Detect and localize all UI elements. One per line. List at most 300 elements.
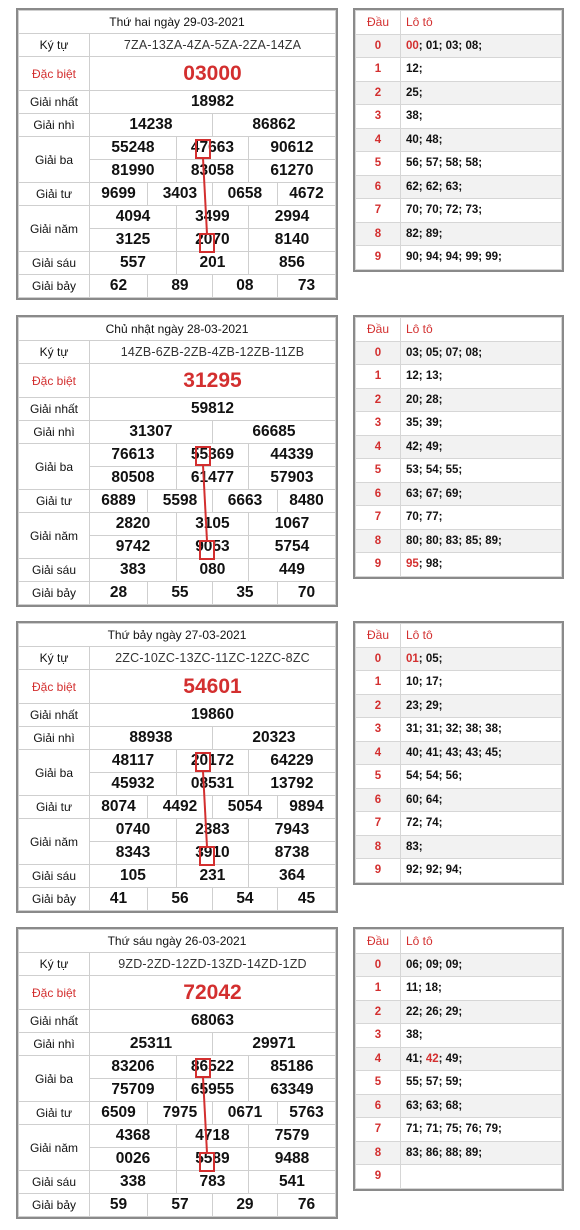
- loto-row: [356, 175, 562, 199]
- loto-cell: [401, 81, 562, 105]
- loto-table: [353, 927, 564, 1191]
- dau-digit: 5: [356, 459, 401, 483]
- first-prize: 18982: [90, 91, 336, 114]
- dau-digit: 3: [356, 1024, 401, 1048]
- loto-values: 63; 63; 68;: [406, 1099, 463, 1112]
- draw-title: Thứ sáu ngày 26-03-2021: [19, 930, 336, 953]
- fifth-prize: 2070: [176, 229, 248, 252]
- label-tu: Giải tư: [19, 490, 90, 513]
- fourth-prize: 9699: [90, 183, 148, 206]
- label-ky-tu: Ký tự: [19, 647, 90, 670]
- loto-cell: [401, 977, 562, 1001]
- loto-values: 80; 80; 83; 85; 89;: [406, 534, 502, 547]
- loto-row: [356, 34, 562, 58]
- special-prize: 72042: [90, 976, 336, 1010]
- sixth-prize: 080: [176, 559, 248, 582]
- header-dau: Đầu: [356, 624, 401, 648]
- loto-values: 10; 17;: [406, 676, 443, 689]
- dau-digit: 1: [356, 671, 401, 695]
- third-prize: 47663: [176, 137, 248, 160]
- loto-values: 83; 86; 88; 89;: [406, 1146, 483, 1159]
- fifth-prize: 3125: [90, 229, 177, 252]
- loto-values: 06; 09; 09;: [406, 958, 463, 971]
- loto-cell: [401, 128, 562, 152]
- loto-row: [356, 222, 562, 246]
- loto-row: [356, 128, 562, 152]
- prize-table: [16, 621, 338, 913]
- loto-row: [356, 199, 562, 223]
- first-prize: 59812: [90, 398, 336, 421]
- label-nam: Giải năm: [19, 206, 90, 252]
- special-prize: 54601: [90, 670, 336, 704]
- loto-values: 90; 94; 94; 99; 99;: [406, 251, 502, 264]
- loto-row: [356, 459, 562, 483]
- loto-cell: [401, 765, 562, 789]
- draw-title: Thứ bảy ngày 27-03-2021: [19, 624, 336, 647]
- loto-cell: [401, 152, 562, 176]
- fifth-prize: 3499: [176, 206, 248, 229]
- dau-digit: 8: [356, 835, 401, 859]
- result-block: [0, 315, 580, 608]
- fifth-prize: 0740: [90, 819, 177, 842]
- label-nhi: Giải nhì: [19, 114, 90, 137]
- loto-row: [356, 977, 562, 1001]
- loto-row: [356, 812, 562, 836]
- label-bay: Giải bảy: [19, 582, 90, 605]
- loto-cell: [401, 1047, 562, 1071]
- label-tu: Giải tư: [19, 796, 90, 819]
- loto-cell: [401, 835, 562, 859]
- dau-digit: 9: [356, 246, 401, 270]
- loto-row: [356, 859, 562, 883]
- loto-cell: [401, 953, 562, 977]
- fourth-prize: 6509: [90, 1102, 148, 1125]
- special-prize: 31295: [90, 364, 336, 398]
- seventh-prize: 08: [212, 275, 277, 298]
- loto-cell: [401, 246, 562, 270]
- header-loto: Lô tô: [401, 318, 562, 342]
- first-prize: 19860: [90, 704, 336, 727]
- third-prize: 86522: [176, 1056, 248, 1079]
- fourth-prize: 5054: [212, 796, 277, 819]
- label-nam: Giải năm: [19, 819, 90, 865]
- sixth-prize: 364: [248, 865, 335, 888]
- label-nhat: Giải nhất: [19, 1010, 90, 1033]
- header-loto: Lô tô: [401, 624, 562, 648]
- second-prize: 66685: [212, 421, 335, 444]
- label-bay: Giải bảy: [19, 275, 90, 298]
- loto-values: 23; 29;: [406, 699, 443, 712]
- loto-values: 12;: [406, 63, 423, 76]
- seventh-prize: 76: [277, 1194, 335, 1217]
- loto-row: [356, 1024, 562, 1048]
- fourth-prize: 5598: [147, 490, 212, 513]
- loto-values: 11; 18;: [406, 982, 442, 995]
- loto-values: 54; 54; 56;: [406, 770, 463, 783]
- loto-row: [356, 671, 562, 695]
- loto-row: [356, 1165, 562, 1189]
- dau-digit: 0: [356, 953, 401, 977]
- fifth-prize: 5754: [248, 536, 335, 559]
- loto-values: 71; 71; 75; 76; 79;: [406, 1123, 502, 1136]
- loto-cell: [401, 647, 562, 671]
- fourth-prize: 5763: [277, 1102, 335, 1125]
- third-prize: 45932: [90, 773, 177, 796]
- loto-row: [356, 1047, 562, 1071]
- fifth-prize: 7579: [248, 1125, 335, 1148]
- second-prize: 20323: [212, 727, 335, 750]
- dau-digit: 5: [356, 765, 401, 789]
- loto-row: [356, 741, 562, 765]
- loto-row: [356, 1071, 562, 1095]
- dau-digit: 7: [356, 1118, 401, 1142]
- label-sau: Giải sáu: [19, 1171, 90, 1194]
- label-ky-tu: Ký tự: [19, 341, 90, 364]
- loto-values: 92; 92; 94;: [406, 864, 463, 877]
- loto-highlight: 42: [425, 1052, 439, 1065]
- loto-cell: [401, 1141, 562, 1165]
- fifth-prize: 0026: [90, 1148, 177, 1171]
- dau-digit: 4: [356, 1047, 401, 1071]
- seventh-prize: 55: [147, 582, 212, 605]
- seventh-prize: 29: [212, 1194, 277, 1217]
- label-ky-tu: Ký tự: [19, 953, 90, 976]
- header-loto: Lô tô: [401, 11, 562, 35]
- seventh-prize: 35: [212, 582, 277, 605]
- label-tu: Giải tư: [19, 183, 90, 206]
- loto-cell: [401, 105, 562, 129]
- loto-table: [353, 315, 564, 579]
- fifth-prize: 4718: [176, 1125, 248, 1148]
- sixth-prize: 105: [90, 865, 177, 888]
- loto-cell: [401, 1118, 562, 1142]
- loto-cell: [401, 412, 562, 436]
- fourth-prize: 7975: [147, 1102, 212, 1125]
- label-nhi: Giải nhì: [19, 421, 90, 444]
- third-prize: 64229: [248, 750, 335, 773]
- loto-highlight: 01: [406, 652, 419, 665]
- fifth-prize: 1067: [248, 513, 335, 536]
- third-prize: 75709: [90, 1079, 177, 1102]
- loto-values: ; 01; 03; 08;: [418, 39, 483, 52]
- loto-values: 38;: [406, 1029, 423, 1042]
- sixth-prize: 338: [90, 1171, 177, 1194]
- fifth-prize: 3910: [176, 842, 248, 865]
- fifth-prize: 2383: [176, 819, 248, 842]
- fourth-prize: 6663: [212, 490, 277, 513]
- third-prize: 65955: [176, 1079, 248, 1102]
- prize-table: [16, 315, 338, 607]
- label-nhi: Giải nhì: [19, 1033, 90, 1056]
- special-prize: 03000: [90, 57, 336, 91]
- fifth-prize: 9488: [248, 1148, 335, 1171]
- label-ba: Giải ba: [19, 137, 90, 183]
- loto-row: [356, 246, 562, 270]
- dau-digit: 4: [356, 435, 401, 459]
- dau-digit: 7: [356, 506, 401, 530]
- label-ky-tu: Ký tự: [19, 34, 90, 57]
- header-dau: Đầu: [356, 930, 401, 954]
- seventh-prize: 28: [90, 582, 148, 605]
- fourth-prize: 8074: [90, 796, 148, 819]
- loto-values: 03; 05; 07; 08;: [406, 346, 483, 359]
- second-prize: 31307: [90, 421, 213, 444]
- seventh-prize: 54: [212, 888, 277, 911]
- loto-row: [356, 529, 562, 553]
- label-ba: Giải ba: [19, 444, 90, 490]
- dau-digit: 3: [356, 718, 401, 742]
- label-dac-biet: Đặc biệt: [19, 670, 90, 704]
- label-nam: Giải năm: [19, 1125, 90, 1171]
- label-sau: Giải sáu: [19, 865, 90, 888]
- fifth-prize: 8738: [248, 842, 335, 865]
- fourth-prize: 0671: [212, 1102, 277, 1125]
- label-nhi: Giải nhì: [19, 727, 90, 750]
- dau-digit: 2: [356, 694, 401, 718]
- fifth-prize: 5589: [176, 1148, 248, 1171]
- loto-row: [356, 1000, 562, 1024]
- fourth-prize: 4492: [147, 796, 212, 819]
- loto-cell: [401, 459, 562, 483]
- dau-digit: 1: [356, 365, 401, 389]
- loto-values: 55; 57; 59;: [406, 1076, 463, 1089]
- draw-title: Thứ hai ngày 29-03-2021: [19, 11, 336, 34]
- loto-table: [353, 621, 564, 885]
- label-nam: Giải năm: [19, 513, 90, 559]
- label-ba: Giải ba: [19, 750, 90, 796]
- seventh-prize: 57: [147, 1194, 212, 1217]
- loto-cell: [401, 694, 562, 718]
- loto-values: 40; 48;: [406, 133, 443, 146]
- dau-digit: 6: [356, 175, 401, 199]
- third-prize: 63349: [248, 1079, 335, 1102]
- loto-row: [356, 647, 562, 671]
- second-prize: 86862: [212, 114, 335, 137]
- dau-digit: 2: [356, 1000, 401, 1024]
- loto-values: 72; 74;: [406, 817, 443, 830]
- loto-cell: [401, 506, 562, 530]
- loto-cell: [401, 199, 562, 223]
- loto-values: 31; 31; 32; 38; 38;: [406, 723, 502, 736]
- dau-digit: 6: [356, 482, 401, 506]
- loto-row: [356, 506, 562, 530]
- loto-row: [356, 58, 562, 82]
- loto-values: 60; 64;: [406, 793, 443, 806]
- third-prize: 55369: [176, 444, 248, 467]
- loto-values: 25;: [406, 86, 423, 99]
- dau-digit: 0: [356, 341, 401, 365]
- third-prize: 85186: [248, 1056, 335, 1079]
- dau-digit: 0: [356, 647, 401, 671]
- loto-row: [356, 835, 562, 859]
- third-prize: 90612: [248, 137, 335, 160]
- third-prize: 76613: [90, 444, 177, 467]
- second-prize: 88938: [90, 727, 213, 750]
- label-sau: Giải sáu: [19, 559, 90, 582]
- loto-cell: [401, 1000, 562, 1024]
- second-prize: 29971: [212, 1033, 335, 1056]
- loto-row: [356, 482, 562, 506]
- loto-row: [356, 388, 562, 412]
- loto-values: 20; 28;: [406, 393, 443, 406]
- loto-cell: [401, 1165, 562, 1189]
- seventh-prize: 89: [147, 275, 212, 298]
- first-prize: 68063: [90, 1010, 336, 1033]
- loto-cell: [401, 553, 562, 577]
- loto-values: 42; 49;: [406, 440, 443, 453]
- label-dac-biet: Đặc biệt: [19, 57, 90, 91]
- second-prize: 25311: [90, 1033, 213, 1056]
- draw-title: Chủ nhật ngày 28-03-2021: [19, 318, 336, 341]
- third-prize: 08531: [176, 773, 248, 796]
- loto-cell: [401, 341, 562, 365]
- loto-values: 70; 70; 72; 73;: [406, 204, 483, 217]
- loto-values: 82; 89;: [406, 227, 443, 240]
- header-dau: Đầu: [356, 11, 401, 35]
- result-block: [0, 8, 580, 301]
- label-bay: Giải bảy: [19, 1194, 90, 1217]
- seventh-prize: 56: [147, 888, 212, 911]
- label-dac-biet: Đặc biệt: [19, 364, 90, 398]
- loto-row: [356, 788, 562, 812]
- third-prize: 83206: [90, 1056, 177, 1079]
- loto-values: ; 49;: [438, 1052, 463, 1065]
- sixth-prize: 557: [90, 252, 177, 275]
- fifth-prize: 3105: [176, 513, 248, 536]
- ky-tu-value: 14ZB-6ZB-2ZB-4ZB-12ZB-11ZB: [90, 341, 336, 364]
- sixth-prize: 783: [176, 1171, 248, 1194]
- loto-cell: [401, 58, 562, 82]
- loto-cell: [401, 1024, 562, 1048]
- label-sau: Giải sáu: [19, 252, 90, 275]
- fifth-prize: 9742: [90, 536, 177, 559]
- fourth-prize: 4672: [277, 183, 335, 206]
- result-block: [0, 927, 580, 1220]
- third-prize: 57903: [248, 467, 335, 490]
- fifth-prize: 9053: [176, 536, 248, 559]
- loto-row: [356, 553, 562, 577]
- loto-values: 70; 77;: [406, 511, 443, 524]
- loto-row: [356, 1141, 562, 1165]
- third-prize: 48117: [90, 750, 177, 773]
- ky-tu-value: 7ZA-13ZA-4ZA-5ZA-2ZA-14ZA: [90, 34, 336, 57]
- loto-values: 53; 54; 55;: [406, 464, 463, 477]
- loto-cell: [401, 435, 562, 459]
- fifth-prize: 8140: [248, 229, 335, 252]
- loto-values: 41;: [406, 1052, 426, 1065]
- loto-cell: [401, 388, 562, 412]
- header-loto: Lô tô: [401, 930, 562, 954]
- loto-row: [356, 152, 562, 176]
- loto-row: [356, 105, 562, 129]
- loto-row: [356, 953, 562, 977]
- loto-row: [356, 1118, 562, 1142]
- loto-cell: [401, 859, 562, 883]
- loto-values: 83;: [406, 840, 423, 853]
- loto-values: 35; 39;: [406, 417, 443, 430]
- fourth-prize: 6889: [90, 490, 148, 513]
- dau-digit: 3: [356, 412, 401, 436]
- sixth-prize: 383: [90, 559, 177, 582]
- loto-cell: [401, 365, 562, 389]
- dau-digit: 9: [356, 859, 401, 883]
- loto-cell: [401, 671, 562, 695]
- sixth-prize: 201: [176, 252, 248, 275]
- loto-row: [356, 694, 562, 718]
- label-bay: Giải bảy: [19, 888, 90, 911]
- loto-cell: [401, 788, 562, 812]
- header-dau: Đầu: [356, 318, 401, 342]
- dau-digit: 8: [356, 529, 401, 553]
- dau-digit: 7: [356, 812, 401, 836]
- third-prize: 13792: [248, 773, 335, 796]
- sixth-prize: 541: [248, 1171, 335, 1194]
- loto-row: [356, 1094, 562, 1118]
- dau-digit: 4: [356, 128, 401, 152]
- sixth-prize: 449: [248, 559, 335, 582]
- fourth-prize: 9894: [277, 796, 335, 819]
- dau-digit: 2: [356, 81, 401, 105]
- loto-values: ; 05;: [418, 652, 443, 665]
- loto-cell: [401, 718, 562, 742]
- loto-values: 22; 26; 29;: [406, 1005, 463, 1018]
- loto-values: 63; 67; 69;: [406, 487, 463, 500]
- dau-digit: 1: [356, 977, 401, 1001]
- loto-cell: [401, 812, 562, 836]
- seventh-prize: 73: [277, 275, 335, 298]
- dau-digit: 6: [356, 788, 401, 812]
- loto-row: [356, 435, 562, 459]
- loto-row: [356, 81, 562, 105]
- loto-cell: [401, 34, 562, 58]
- dau-digit: 8: [356, 222, 401, 246]
- fifth-prize: 2820: [90, 513, 177, 536]
- dau-digit: 3: [356, 105, 401, 129]
- loto-cell: [401, 1094, 562, 1118]
- seventh-prize: 45: [277, 888, 335, 911]
- prize-table: [16, 8, 338, 300]
- dau-digit: 4: [356, 741, 401, 765]
- dau-digit: 1: [356, 58, 401, 82]
- sixth-prize: 231: [176, 865, 248, 888]
- loto-cell: [401, 175, 562, 199]
- third-prize: 61477: [176, 467, 248, 490]
- third-prize: 61270: [248, 160, 335, 183]
- dau-digit: 9: [356, 1165, 401, 1189]
- dau-digit: 0: [356, 34, 401, 58]
- label-nhat: Giải nhất: [19, 704, 90, 727]
- sixth-prize: 856: [248, 252, 335, 275]
- loto-row: [356, 412, 562, 436]
- label-ba: Giải ba: [19, 1056, 90, 1102]
- loto-cell: [401, 482, 562, 506]
- fifth-prize: 4094: [90, 206, 177, 229]
- fifth-prize: 7943: [248, 819, 335, 842]
- third-prize: 44339: [248, 444, 335, 467]
- loto-cell: [401, 529, 562, 553]
- fourth-prize: 0658: [212, 183, 277, 206]
- dau-digit: 2: [356, 388, 401, 412]
- loto-values: ; 98;: [418, 558, 443, 571]
- dau-digit: 5: [356, 1071, 401, 1095]
- loto-values: 56; 57; 58; 58;: [406, 157, 483, 170]
- third-prize: 81990: [90, 160, 177, 183]
- loto-row: [356, 718, 562, 742]
- third-prize: 55248: [90, 137, 177, 160]
- second-prize: 14238: [90, 114, 213, 137]
- seventh-prize: 41: [90, 888, 148, 911]
- loto-values: 12; 13;: [406, 370, 443, 383]
